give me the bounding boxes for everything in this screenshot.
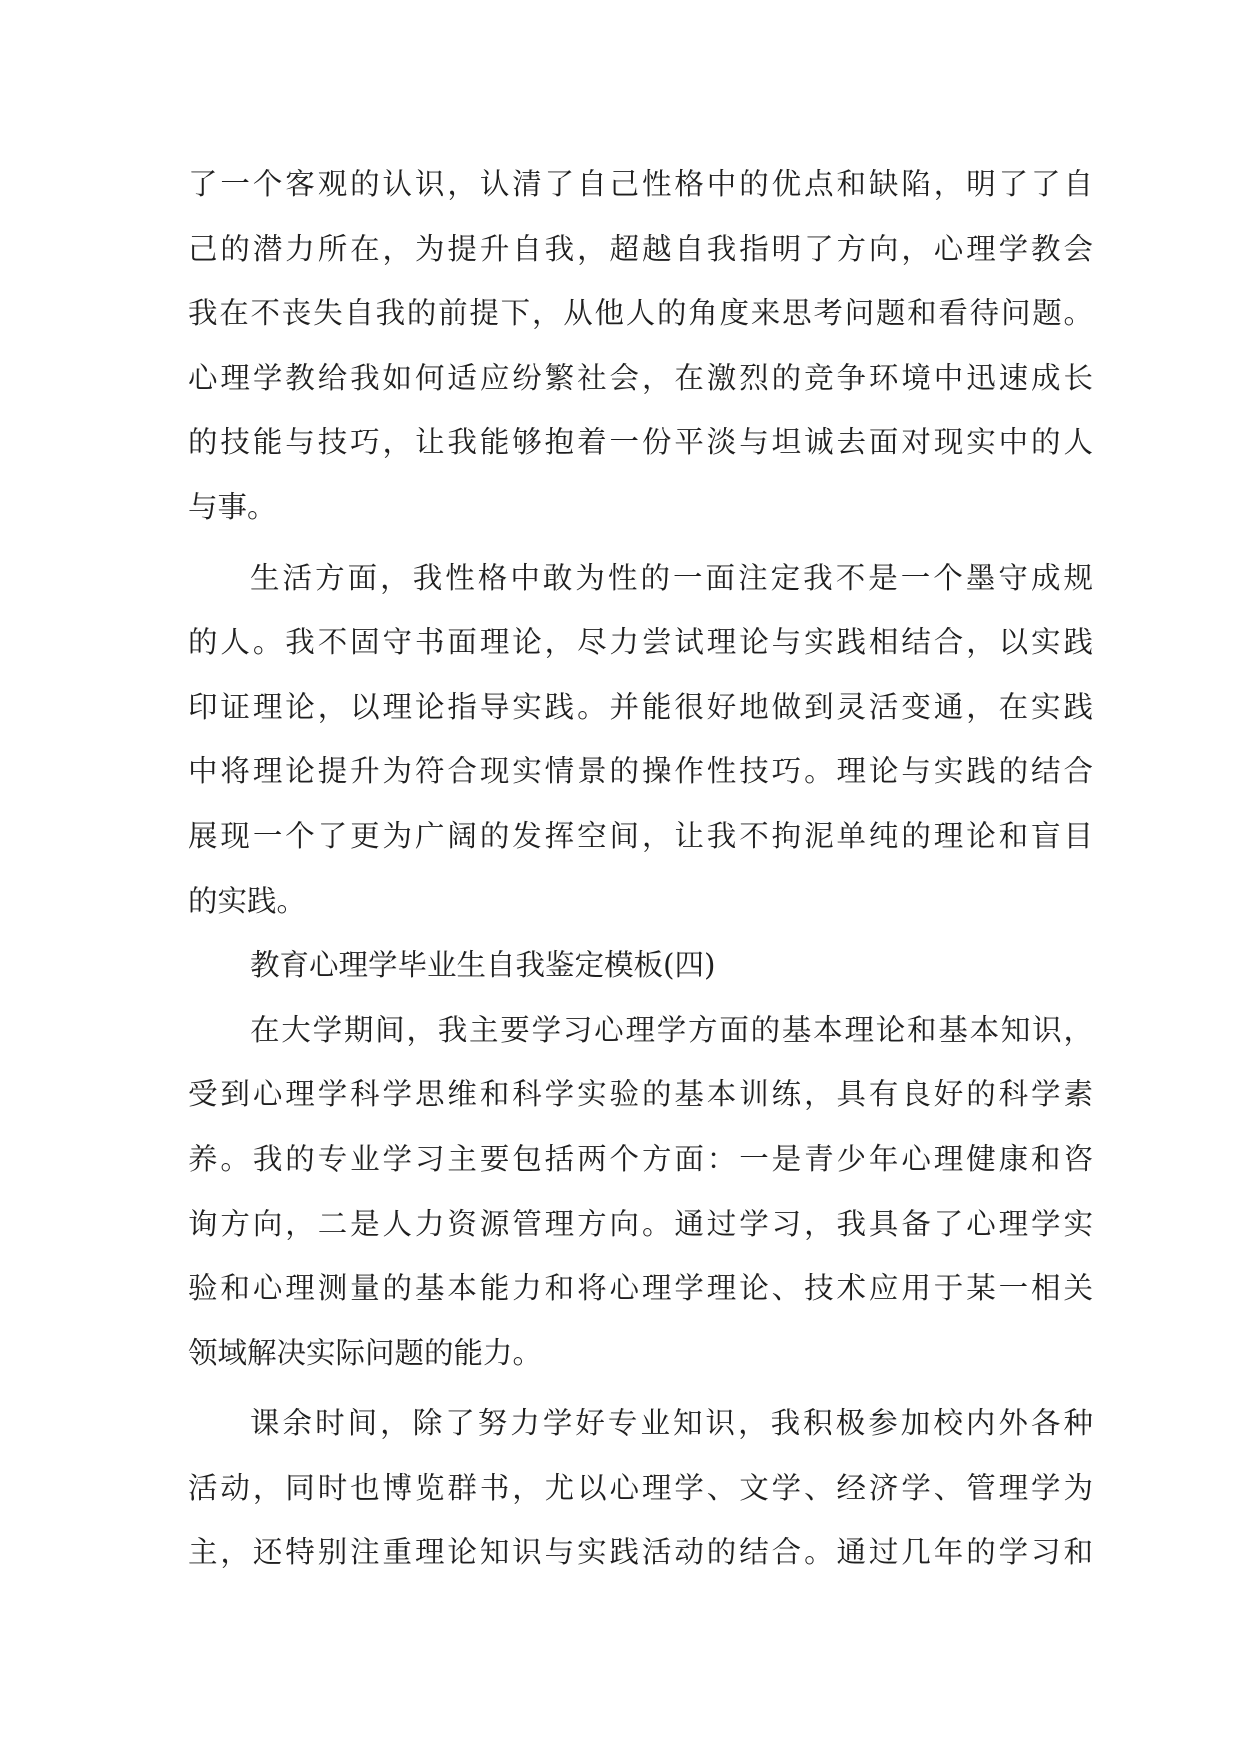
text-line: 在大学期间，我主要学习心理学方面的基本理论和基本知识， xyxy=(250,1012,1093,1047)
text-line: 印证理论，以理论指导实践。并能很好地做到灵活变通，在实践 xyxy=(188,689,1093,724)
text-line: 验和心理测量的基本能力和将心理学理论、技术应用于某一相关 xyxy=(188,1271,1093,1306)
text-line: 与事。 xyxy=(188,489,277,524)
text-line: 活动，同时也博览群书，尤以心理学、文学、经济学、管理学为 xyxy=(188,1470,1093,1505)
document-body xyxy=(188,152,1093,1585)
text-line: 领域解决实际问题的能力。 xyxy=(188,1335,543,1370)
text-line: 心理学教给我如何适应纷繁社会，在激烈的竞争环境中迅速成长 xyxy=(188,360,1093,395)
text-line: 受到心理学科学思维和科学实验的基本训练，具有良好的科学素 xyxy=(188,1077,1093,1112)
text-line: 课余时间，除了努力学好专业知识，我积极参加校内外各种 xyxy=(250,1406,1093,1441)
paragraph-3 xyxy=(188,998,1093,1386)
text-line: 询方向，二是人力资源管理方向。通过学习，我具备了心理学实 xyxy=(188,1206,1093,1241)
text-line: 己的潜力所在，为提升自我，超越自我指明了方向，心理学教会 xyxy=(188,231,1093,266)
text-line: 主，还特别注重理论知识与实践活动的结合。通过几年的学习和 xyxy=(188,1535,1093,1570)
paragraph-1 xyxy=(188,152,1093,540)
section-heading: 教育心理学毕业生自我鉴定模板(四) xyxy=(250,948,716,983)
text-line: 我在不丧失自我的前提下，从他人的角度来思考问题和看待问题。 xyxy=(188,296,1093,331)
paragraph-2 xyxy=(188,546,1093,934)
text-line: 生活方面，我性格中敢为性的一面注定我不是一个墨守成规 xyxy=(250,560,1093,595)
text-line: 了一个客观的认识，认清了自己性格中的优点和缺陷，明了了自 xyxy=(188,167,1093,201)
text-line: 的人。我不固守书面理论，尽力尝试理论与实践相结合，以实践 xyxy=(188,625,1093,660)
text-line: 的技能与技巧，让我能够抱着一份平淡与坦诚去面对现实中的人 xyxy=(188,425,1093,460)
text-line: 养。我的专业学习主要包括两个方面：一是青少年心理健康和咨 xyxy=(188,1141,1093,1176)
text-line: 中将理论提升为符合现实情景的操作性技巧。理论与实践的结合 xyxy=(188,754,1093,789)
paragraph-4 xyxy=(188,1391,1093,1585)
text-line: 展现一个了更为广阔的发挥空间，让我不拘泥单纯的理论和盲目 xyxy=(188,818,1093,853)
text-line: 的实践。 xyxy=(188,883,307,918)
